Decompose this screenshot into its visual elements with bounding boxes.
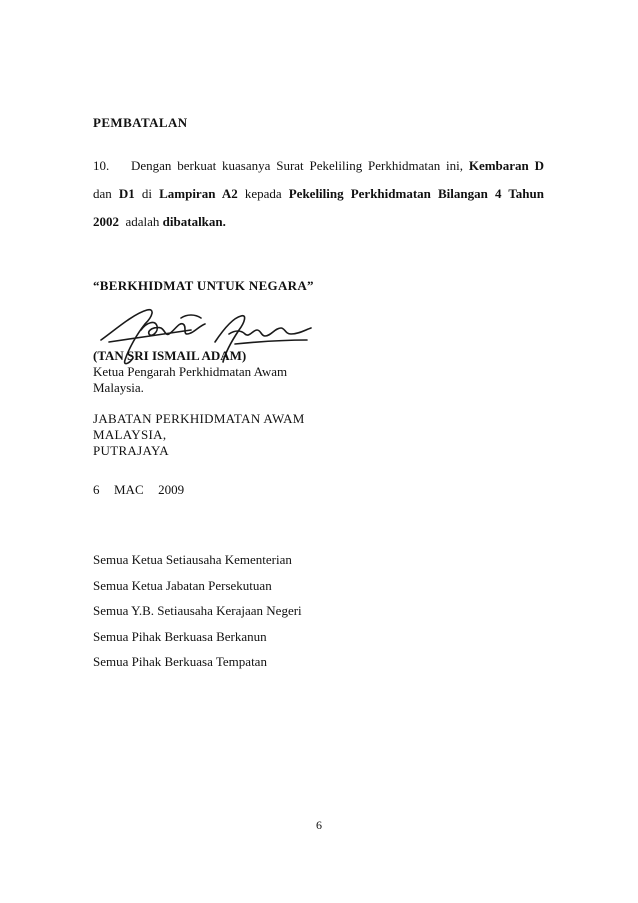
department-block (93, 411, 305, 459)
signatory-title: Ketua Pengarah Perkhidmatan Awam (93, 364, 288, 379)
paragraph-bold: Kembaran D (468, 158, 544, 173)
paragraph-text: Dengan berkuat kuasanya Surat Pekeliling Perkhidmatan ini, (131, 158, 469, 173)
recipient-item: Semua Pihak Berkuasa Berkanun (93, 628, 267, 644)
signatory-block (93, 348, 287, 396)
paragraph-bold: Lampiran A2 (159, 186, 238, 201)
paragraph-text: dan (93, 186, 119, 201)
paragraph-line-2 (93, 180, 544, 208)
department-line: MALAYSIA, (93, 427, 167, 442)
page-number: 6 (316, 818, 322, 832)
signatory-country: Malaysia. (93, 380, 144, 395)
paragraph-bold: 2002 (93, 214, 119, 229)
paragraph-line-1 (93, 152, 544, 180)
motto: “BERKHIDMAT UNTUK NEGARA” (93, 278, 314, 293)
document-date: 6 MAC 2009 (93, 482, 185, 497)
paragraph-text: di (134, 186, 160, 201)
paragraph-bold: Pekeliling Perkhidmatan Bilangan 4 Tahun (288, 186, 544, 201)
recipients-list (93, 547, 302, 675)
recipient-item: Semua Y.B. Setiausaha Kerajaan Negeri (93, 603, 302, 618)
signatory-name: (TAN SRI ISMAIL ADAM) (93, 348, 247, 363)
paragraph-text: kepada (237, 186, 289, 201)
cancellation-paragraph (93, 152, 544, 236)
section-heading: PEMBATALAN (93, 115, 188, 130)
paragraph-number: 10. (93, 158, 110, 173)
department-line: JABATAN PERKHIDMATAN AWAM (93, 411, 305, 426)
paragraph-text: adalah (119, 214, 163, 229)
recipient-item: Semua Ketua Setiausaha Kementerian (93, 552, 292, 567)
department-line: PUTRAJAYA (93, 443, 169, 458)
paragraph-bold: dibatalkan. (162, 214, 226, 229)
recipient-item: Semua Pihak Berkuasa Tempatan (93, 654, 267, 669)
paragraph-line-3 (93, 208, 544, 236)
recipient-item: Semua Ketua Jabatan Persekutuan (93, 577, 272, 593)
paragraph-bold: D1 (118, 186, 135, 201)
